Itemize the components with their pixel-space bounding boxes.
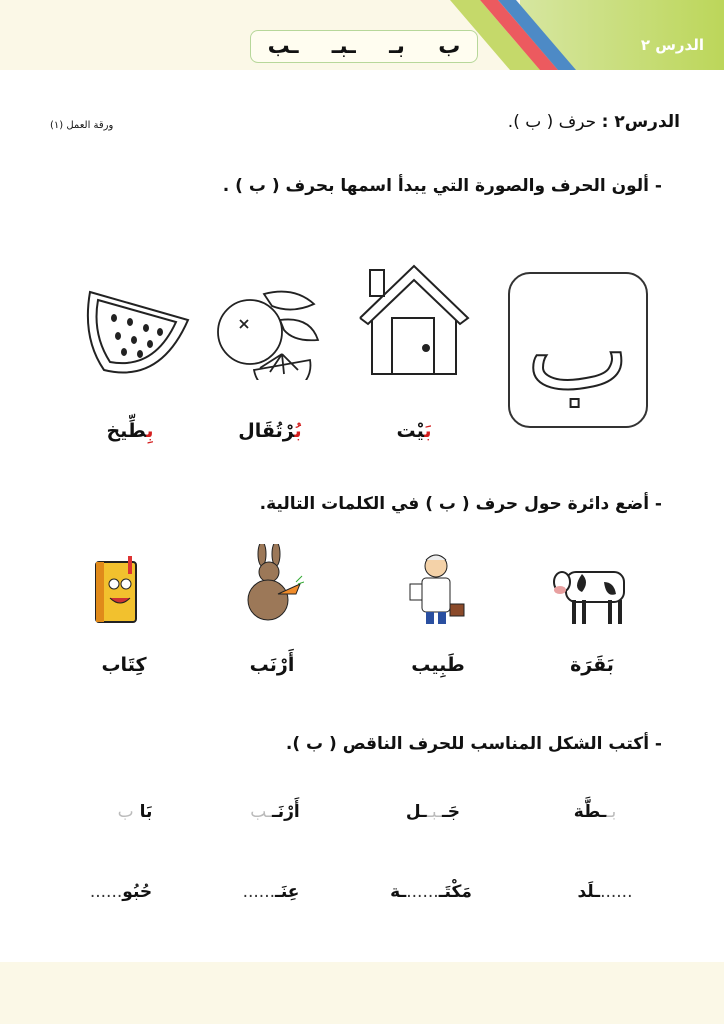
- word-part: أَرْنَـ: [271, 802, 300, 822]
- hint-letter: بـ: [606, 802, 617, 822]
- blank-dots: ......: [406, 882, 439, 902]
- word-battikh: [70, 420, 190, 442]
- instruction-2: - أضع دائرة حول حرف ( ب ) في الكلمات التالية.: [259, 494, 662, 514]
- fill-word[interactable]: [530, 802, 660, 822]
- title-text: حرف ( ب ).: [507, 112, 597, 132]
- hint-letter: ـبـ: [426, 802, 442, 822]
- word-part: ـل: [405, 802, 427, 822]
- instruction-3: - أكتب الشكل المناسب للحرف الناقص ( ب ).: [285, 734, 662, 754]
- hint-letter: ـب: [250, 802, 272, 822]
- word-part: جَـ: [442, 802, 461, 822]
- doctor-image[interactable]: [404, 552, 468, 630]
- fill-word[interactable]: [210, 802, 340, 822]
- instruction-1: - ألون الحرف والصورة التي يبدأ اسمها بحرف ( ب ) .: [222, 176, 662, 196]
- word-burtuqal: [210, 420, 330, 442]
- hint-letter: ب: [117, 802, 134, 822]
- title-label: الدرس٢ :: [601, 112, 680, 132]
- house-image[interactable]: [356, 262, 472, 378]
- word-part: حُبُو: [122, 882, 153, 902]
- word-rest: رْتُقَال: [238, 420, 295, 442]
- fill-word[interactable]: [366, 882, 496, 902]
- word-part: ـطَّة: [573, 802, 607, 822]
- word-bait: [354, 420, 474, 442]
- word-kitab[interactable]: كِتَاب: [101, 654, 147, 676]
- word-part: ـة: [390, 882, 407, 902]
- fill-word[interactable]: [206, 882, 336, 902]
- word-rest: طِّيخ: [106, 420, 147, 442]
- word-baqara[interactable]: بَقَرَة: [570, 654, 614, 676]
- word-part: مَكْتَـ: [438, 882, 472, 902]
- watermelon-image[interactable]: [80, 288, 192, 378]
- fill-word[interactable]: [56, 882, 186, 902]
- footer-band: [0, 962, 724, 1024]
- letter-form: ب: [438, 34, 461, 59]
- letter-form: ـب: [267, 34, 299, 59]
- word-arnab[interactable]: أَرْنَب: [249, 654, 295, 676]
- blank-dots: ......: [600, 882, 633, 902]
- page-title: [508, 112, 680, 132]
- fill-word[interactable]: [70, 802, 200, 822]
- first-letter: بَ: [424, 420, 432, 442]
- letter-form: ـبـ: [331, 34, 356, 59]
- word-tabib[interactable]: طَبِيب: [411, 654, 465, 676]
- blank-dots: ......: [242, 882, 276, 902]
- word-part: ـلَد: [577, 882, 601, 902]
- first-letter: بُ: [294, 420, 302, 442]
- cow-image[interactable]: [552, 560, 632, 630]
- blank-dots: ......: [89, 882, 123, 902]
- letter-form: بـ: [389, 34, 405, 59]
- lesson-tag: الدرس ٢: [640, 36, 704, 54]
- worksheet-number: ورقة العمل (١): [50, 120, 114, 131]
- letter-forms-box: [250, 30, 478, 63]
- fill-word[interactable]: [540, 882, 670, 902]
- word-part: عِنَـ: [275, 882, 300, 902]
- first-letter: بِ: [146, 420, 154, 442]
- rabbit-image[interactable]: [238, 544, 304, 624]
- fill-word[interactable]: [368, 802, 498, 822]
- outline-letter: ب: [526, 286, 630, 414]
- book-image[interactable]: [92, 556, 142, 626]
- word-part: بَا: [139, 802, 153, 822]
- letter-card[interactable]: [508, 272, 648, 428]
- word-rest: يْت: [396, 420, 425, 442]
- orange-image[interactable]: [214, 290, 326, 380]
